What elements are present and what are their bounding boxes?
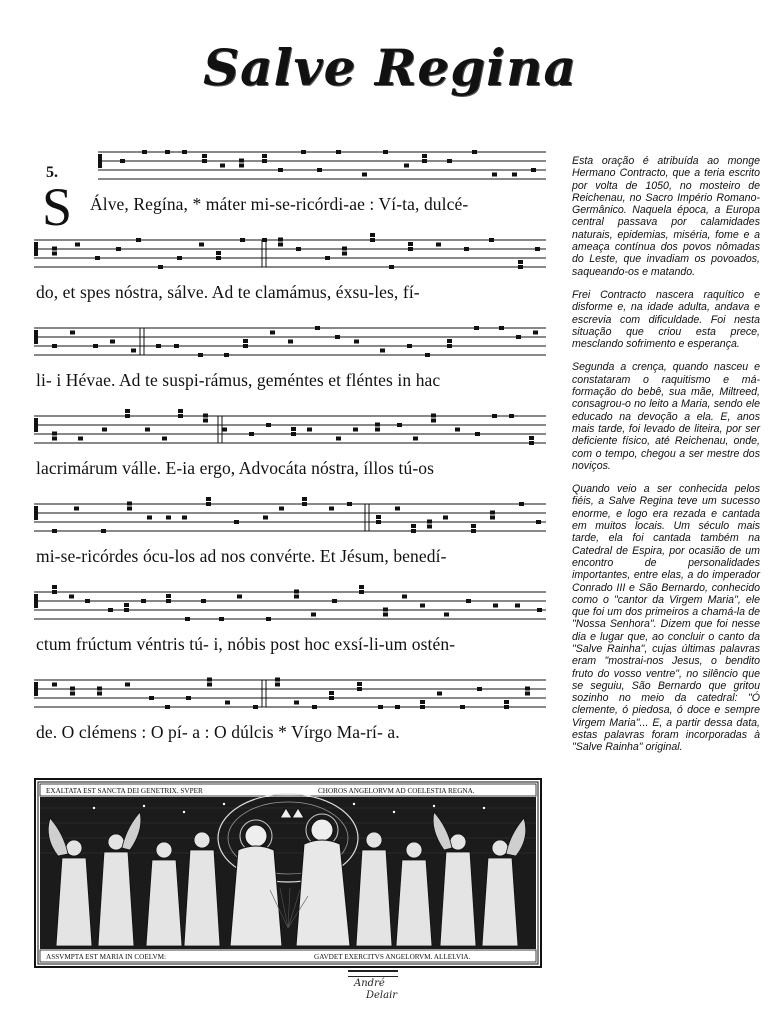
neume (207, 678, 212, 682)
neume (347, 502, 352, 506)
neume (533, 331, 538, 335)
chant-score (30, 140, 550, 760)
neume (427, 525, 432, 529)
neume (97, 692, 102, 696)
neume (166, 516, 171, 520)
neume (275, 678, 280, 682)
neume (317, 168, 322, 172)
staff-6 (30, 580, 550, 640)
neume (525, 692, 530, 696)
neume (315, 326, 320, 330)
logo-line-1: André (354, 978, 385, 989)
neume (216, 256, 221, 260)
neume (425, 353, 430, 357)
neume (383, 150, 388, 154)
neume (275, 683, 280, 687)
staff-1 (30, 140, 550, 200)
neume (202, 154, 207, 158)
neume (525, 687, 530, 691)
neume (301, 150, 306, 154)
sidebar-paragraph-4: Quando veio a ser conhecida pelos fiéis, a Salve Regina teve um sucesso enorme, e logo era rezada e cantada em muitos locais. Um século mais tarde, ela foi cantada também na Catedral de Espira, por ocasião de um encontro de personalidades importantes, entre elas, a do imperador Conrado III e São Bernardo, conhecido como o "cantor da Virgem Maria", ele que foi um dos primeiros a chamá-la de "Nossa Senhora". Dizem que foi nesse dia e lugar que, ao concluir o canto da "Salve Rainha", cujas últimas palavras eram "mostrai-nos Jesus, o bendito fruto do vosso ventre", no silêncio que se seguiu, São Bernardo que gritou sozinho no meio da catedral: "Ó clemente, ó piedosa, ó doce e sempre Virgem Maria"... E, a partir dessa data, estas palavras foram incorporadas à "Salve Rainha" original. (572, 483, 760, 754)
chant-line-2 (30, 228, 550, 314)
lyric-line-4: lacrimárum válle. E-ia ergo, Advocáta nóstra, íllos tú-os (36, 458, 435, 478)
neume (294, 701, 299, 705)
neume (278, 243, 283, 247)
neume (291, 427, 296, 431)
neume (535, 247, 540, 251)
neume (124, 608, 129, 612)
neume (389, 265, 394, 269)
clef-icon (34, 418, 38, 432)
neume (120, 159, 125, 163)
clef-icon (98, 154, 102, 168)
neume (125, 683, 130, 687)
staff-7 (30, 668, 550, 728)
neume (127, 507, 132, 511)
neume (108, 608, 113, 612)
lyric-line-1: Álve, Regína, * máter mi-se-ricórdi-ae : Ví-ta, dulcé- (90, 194, 469, 214)
neume (378, 705, 383, 709)
neume (395, 507, 400, 511)
sidebar-paragraph-2: Frei Contracto nascera raquítico e disforme e, na idade adulta, andava e escrevia com dificuldade. Foi nesta situação que criou esta prece, mesclando sofrimento e esperança. (572, 288, 760, 351)
neume (266, 617, 271, 621)
neume (141, 599, 146, 603)
neume (443, 516, 448, 520)
lyric-line-2: do, et spes nóstra, sálve. Ad te clamámus, éxsu-les, fí- (36, 282, 420, 302)
neume (407, 344, 412, 348)
neume (78, 437, 83, 441)
sidebar-paragraph-1: Esta oração é atribuída ao monge Hermano Contracto, que a teria escrito por volta de 1050, no mosteiro de Reichenau, no Sacro Império Romano-Germânico. Naquela época, a Europa central passava por calamidades naturais, epidemias, miséria, fome e a ameaça contínua dos povos nômadas do Leste, que invadiam os povoados, saqueando-os e matando. (572, 155, 760, 278)
neume (411, 529, 416, 533)
neume (203, 419, 208, 423)
neume (302, 497, 307, 501)
staff-4 (30, 404, 550, 464)
neume (408, 242, 413, 246)
neume (383, 613, 388, 617)
neume (288, 340, 293, 344)
neume (270, 331, 275, 335)
lyric-line-5: mi-se-ricórdes ócu-los ad nos convérte. Et Jésum, benedí- (36, 546, 447, 566)
lyric-line-3: li- i Hévae. Ad te suspi-rámus, geméntes et fléntes in hac (36, 370, 441, 390)
neume (376, 520, 381, 524)
neume (474, 326, 479, 330)
neume (149, 696, 154, 700)
neume (413, 437, 418, 441)
neume (359, 590, 364, 594)
neume (162, 437, 167, 441)
neume (165, 150, 170, 154)
neume (536, 520, 541, 524)
neume (131, 349, 136, 353)
neume (353, 428, 358, 432)
neume (102, 428, 107, 432)
neume (509, 414, 514, 418)
neume (516, 335, 521, 339)
neume (202, 159, 207, 163)
staff-5 (30, 492, 550, 552)
neume (499, 326, 504, 330)
neume (206, 497, 211, 501)
neume (492, 414, 497, 418)
neume (431, 419, 436, 423)
neume (518, 260, 523, 264)
clef-icon (34, 330, 38, 344)
sidebar-paragraph-3: Segunda a crença, quando nasceu e constataram o raquitismo e má-formação do bebê, sua mãe, Miltreed, consagrou-o no leito a Maria, sendo ele educado na devoção a ela. E, anos mais tarde, foi levado de liteira, por ser deficiente físico, até Reichenau, onde, com o tempo, chegou a ser mestre dos noviços. (572, 361, 760, 472)
neume (97, 687, 102, 691)
neume (69, 595, 74, 599)
neume (329, 507, 334, 511)
neume (492, 173, 497, 177)
neume (124, 603, 129, 607)
neume (447, 159, 452, 163)
neume (336, 437, 341, 441)
neume (431, 414, 436, 418)
neume (437, 692, 442, 696)
neume (380, 349, 385, 353)
neume (357, 682, 362, 686)
neume (291, 432, 296, 436)
neume (70, 331, 75, 335)
neume (110, 340, 115, 344)
neume (395, 705, 400, 709)
neume (263, 516, 268, 520)
page-title: Salve Regina (203, 38, 577, 97)
neume (186, 696, 191, 700)
neume (178, 414, 183, 418)
neume (52, 432, 57, 436)
neume (383, 608, 388, 612)
neume (294, 595, 299, 599)
neume (397, 423, 402, 427)
neume (420, 700, 425, 704)
neume (125, 409, 130, 413)
neume (357, 687, 362, 691)
neume (529, 441, 534, 445)
neume (475, 432, 480, 436)
chant-line-4 (30, 404, 550, 490)
neume (145, 428, 150, 432)
neume (342, 247, 347, 251)
neume (220, 164, 225, 168)
neume (243, 339, 248, 343)
neume (362, 173, 367, 177)
neume (237, 595, 242, 599)
neume (166, 594, 171, 598)
neume (206, 502, 211, 506)
neume (375, 428, 380, 432)
neume (404, 164, 409, 168)
neume (85, 599, 90, 603)
neume (225, 701, 230, 705)
neume (422, 154, 427, 158)
neume (201, 599, 206, 603)
neume (182, 516, 187, 520)
chant-line-3 (30, 316, 550, 402)
neume (342, 252, 347, 256)
neume (472, 150, 477, 154)
neume (512, 173, 517, 177)
neume (52, 683, 57, 687)
neume (420, 604, 425, 608)
neume (207, 683, 212, 687)
chant-line-7 (30, 668, 550, 754)
neume (420, 705, 425, 709)
neume (52, 529, 57, 533)
neume (329, 696, 334, 700)
neume (370, 238, 375, 242)
neume (278, 238, 283, 242)
neume (116, 247, 121, 251)
neume (262, 154, 267, 158)
neume (52, 590, 57, 594)
history-sidebar (572, 155, 760, 765)
neume (490, 516, 495, 520)
neume (70, 692, 75, 696)
neume (158, 265, 163, 269)
neume (376, 515, 381, 519)
neume (477, 687, 482, 691)
neume (222, 428, 227, 432)
neume (95, 256, 100, 260)
neume (156, 344, 161, 348)
neume (52, 247, 57, 251)
neume (70, 687, 75, 691)
neume (52, 252, 57, 256)
neume (402, 595, 407, 599)
neume (466, 599, 471, 603)
neume (493, 604, 498, 608)
neume (515, 604, 520, 608)
neume (224, 353, 229, 357)
neume (74, 507, 79, 511)
neume (125, 414, 130, 418)
neume (147, 516, 152, 520)
neume (165, 705, 170, 709)
neume (266, 423, 271, 427)
neume (529, 436, 534, 440)
chant-line-5 (30, 492, 550, 578)
chant-line-1 (30, 140, 550, 237)
neume (464, 247, 469, 251)
neume (460, 705, 465, 709)
neume (240, 238, 245, 242)
coronation-engraving (34, 778, 542, 968)
neume (239, 164, 244, 168)
author-logo (348, 968, 398, 1008)
neume (422, 159, 427, 163)
neume (262, 159, 267, 163)
neume (335, 335, 340, 339)
neume (199, 243, 204, 247)
neume (93, 344, 98, 348)
neume (455, 428, 460, 432)
mode-number: 5. (46, 164, 58, 181)
logo-line-2: Delair (366, 990, 398, 1001)
neume (359, 585, 364, 589)
neume (312, 705, 317, 709)
neume (436, 243, 441, 247)
neume (447, 339, 452, 343)
engraving-top-right-text: CHOROS ANGELORVM AD COELESTIA REGNA. (318, 787, 475, 795)
neume (444, 613, 449, 617)
neume (234, 520, 239, 524)
neume (219, 617, 224, 621)
clef-icon (34, 242, 38, 256)
neume (177, 256, 182, 260)
neume (490, 511, 495, 515)
neume (243, 344, 248, 348)
neume (531, 168, 536, 172)
neume (294, 590, 299, 594)
neume (329, 691, 334, 695)
neume (504, 700, 509, 704)
neume (279, 507, 284, 511)
engraving-bottom-right-text: GAVDET EXERCITVS ANGELORVM. ALLELVIA. (314, 953, 471, 961)
initial-letter: S (42, 177, 73, 237)
neume (504, 705, 509, 709)
neume (471, 529, 476, 533)
staff-3 (30, 316, 550, 376)
neume (127, 502, 132, 506)
neume (518, 265, 523, 269)
engraving-bottom-left-text: ASSVMPTA EST MARIA IN COELVM: (46, 953, 167, 961)
neume (375, 423, 380, 427)
neume (216, 251, 221, 255)
staff-2 (30, 228, 550, 288)
neume (354, 340, 359, 344)
neume (411, 524, 416, 528)
neume (239, 159, 244, 163)
neume (185, 617, 190, 621)
neume (75, 243, 80, 247)
lyric-line-7: de. O clémens : O pí- a : O dúlcis * Vírgo Ma-rí- a. (36, 722, 400, 742)
neume (249, 432, 254, 436)
neume (302, 502, 307, 506)
lyric-line-6: ctum frúctum véntris tú- i, nóbis post hoc exsí-li-um ostén- (36, 634, 456, 654)
neume (296, 247, 301, 251)
neume (519, 502, 524, 506)
neume (174, 344, 179, 348)
neume (253, 705, 258, 709)
neume (370, 233, 375, 237)
neume (311, 613, 316, 617)
neume (427, 520, 432, 524)
neume (332, 599, 337, 603)
neume (52, 344, 57, 348)
neume (447, 344, 452, 348)
neume (336, 150, 341, 154)
neume (142, 150, 147, 154)
neume (101, 529, 106, 533)
logo-rule (348, 970, 398, 977)
neume (52, 437, 57, 441)
clef-icon (34, 594, 38, 608)
neume (325, 256, 330, 260)
neume (471, 524, 476, 528)
neume (307, 428, 312, 432)
clef-icon (34, 682, 38, 696)
neume (166, 599, 171, 603)
neume (182, 150, 187, 154)
neume (262, 238, 267, 242)
neume (52, 585, 57, 589)
neume (408, 247, 413, 251)
neume (203, 414, 208, 418)
neume (537, 608, 542, 612)
neume (489, 238, 494, 242)
clef-icon (34, 506, 38, 520)
neume (178, 409, 183, 413)
neume (278, 168, 283, 172)
neume (136, 238, 141, 242)
neume (198, 353, 203, 357)
engraving-top-left-text: EXALTATA EST SANCTA DEI GENETRIX. SVPER (46, 787, 203, 795)
chant-line-6 (30, 580, 550, 666)
